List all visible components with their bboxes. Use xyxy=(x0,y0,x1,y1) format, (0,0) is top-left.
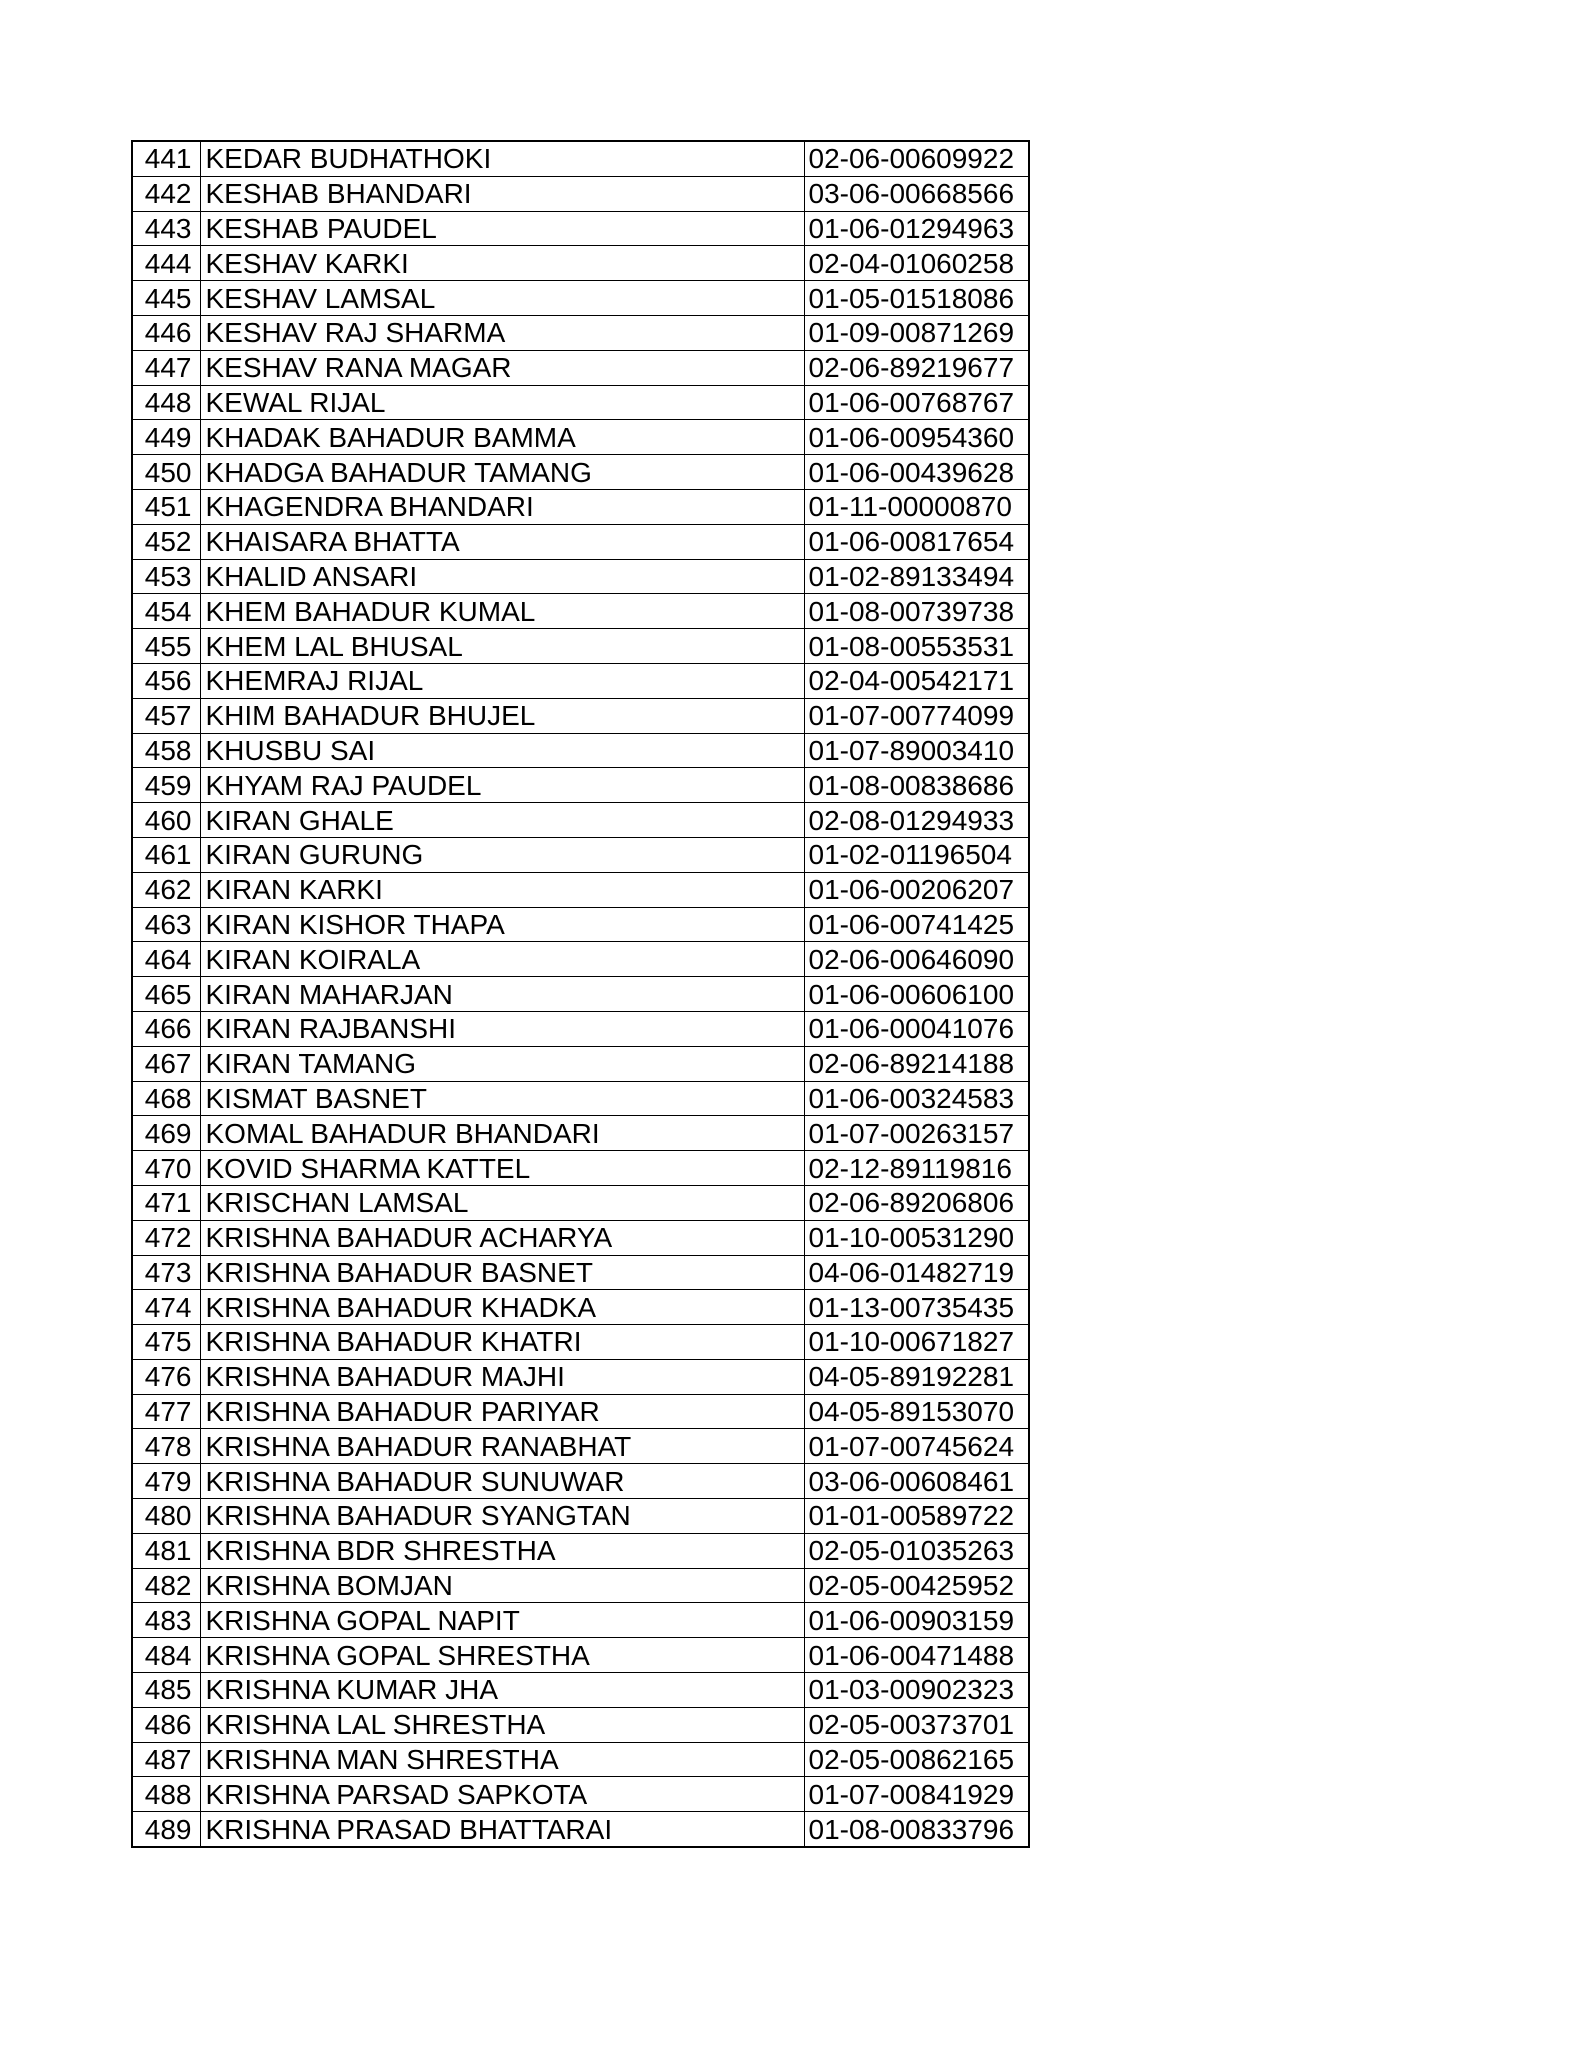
row-number-cell: 471 xyxy=(132,1185,200,1220)
table-row xyxy=(132,663,1029,698)
row-id-cell: 02-08-01294933 xyxy=(804,803,1029,838)
row-number-cell: 479 xyxy=(132,1464,200,1499)
table-row xyxy=(132,698,1029,733)
row-number-cell: 448 xyxy=(132,385,200,420)
table-row xyxy=(132,1673,1029,1708)
table-row xyxy=(132,1777,1029,1812)
table-row xyxy=(132,1812,1029,1847)
row-number-cell: 470 xyxy=(132,1151,200,1186)
row-name-cell: KRISHNA BAHADUR SYANGTAN xyxy=(200,1499,804,1534)
row-number-cell: 486 xyxy=(132,1707,200,1742)
row-name-cell: KESHAV KARKI xyxy=(200,246,804,281)
row-number-cell: 475 xyxy=(132,1325,200,1360)
row-number-cell: 450 xyxy=(132,455,200,490)
row-id-cell: 01-08-00838686 xyxy=(804,768,1029,803)
row-number-cell: 464 xyxy=(132,942,200,977)
row-name-cell: KEWAL RIJAL xyxy=(200,385,804,420)
table-row xyxy=(132,489,1029,524)
row-id-cell: 01-01-00589722 xyxy=(804,1499,1029,1534)
row-number-cell: 445 xyxy=(132,281,200,316)
row-name-cell: KOVID SHARMA KATTEL xyxy=(200,1151,804,1186)
table-row xyxy=(132,1116,1029,1151)
row-id-cell: 02-05-01035263 xyxy=(804,1533,1029,1568)
table-row xyxy=(132,1464,1029,1499)
table-row xyxy=(132,594,1029,629)
row-name-cell: KIRAN TAMANG xyxy=(200,1046,804,1081)
row-id-cell: 01-06-00324583 xyxy=(804,1081,1029,1116)
row-name-cell: KRISHNA BAHADUR ACHARYA xyxy=(200,1220,804,1255)
row-id-cell: 01-06-00954360 xyxy=(804,420,1029,455)
table-row xyxy=(132,1046,1029,1081)
row-name-cell: KESHAB PAUDEL xyxy=(200,211,804,246)
row-name-cell: KIRAN KOIRALA xyxy=(200,942,804,977)
row-name-cell: KOMAL BAHADUR BHANDARI xyxy=(200,1116,804,1151)
table-row xyxy=(132,1568,1029,1603)
row-name-cell: KHEMRAJ RIJAL xyxy=(200,663,804,698)
row-id-cell: 04-05-89192281 xyxy=(804,1359,1029,1394)
row-number-cell: 453 xyxy=(132,559,200,594)
row-number-cell: 472 xyxy=(132,1220,200,1255)
row-number-cell: 463 xyxy=(132,907,200,942)
row-id-cell: 03-06-00668566 xyxy=(804,176,1029,211)
row-name-cell: KRISHNA BOMJAN xyxy=(200,1568,804,1603)
row-id-cell: 01-09-00871269 xyxy=(804,315,1029,350)
row-number-cell: 482 xyxy=(132,1568,200,1603)
row-number-cell: 442 xyxy=(132,176,200,211)
row-name-cell: KHAGENDRA BHANDARI xyxy=(200,489,804,524)
table-row xyxy=(132,837,1029,872)
row-id-cell: 01-02-01196504 xyxy=(804,837,1029,872)
table-row xyxy=(132,1255,1029,1290)
row-id-cell: 01-07-00745624 xyxy=(804,1429,1029,1464)
row-id-cell: 02-04-01060258 xyxy=(804,246,1029,281)
row-number-cell: 477 xyxy=(132,1394,200,1429)
row-number-cell: 461 xyxy=(132,837,200,872)
table-row xyxy=(132,1290,1029,1325)
row-id-cell: 03-06-00608461 xyxy=(804,1464,1029,1499)
row-id-cell: 02-06-89206806 xyxy=(804,1185,1029,1220)
row-id-cell: 01-08-00553531 xyxy=(804,629,1029,664)
row-number-cell: 465 xyxy=(132,977,200,1012)
row-name-cell: KRISHNA PARSAD SAPKOTA xyxy=(200,1777,804,1812)
row-number-cell: 441 xyxy=(132,141,200,176)
row-name-cell: KRISHNA BAHADUR KHATRI xyxy=(200,1325,804,1360)
row-name-cell: KISMAT BASNET xyxy=(200,1081,804,1116)
table-row xyxy=(132,872,1029,907)
row-name-cell: KHUSBU SAI xyxy=(200,733,804,768)
row-name-cell: KIRAN KISHOR THAPA xyxy=(200,907,804,942)
table-row xyxy=(132,211,1029,246)
row-name-cell: KIRAN RAJBANSHI xyxy=(200,1011,804,1046)
table-row xyxy=(132,1151,1029,1186)
row-id-cell: 01-06-01294963 xyxy=(804,211,1029,246)
row-number-cell: 469 xyxy=(132,1116,200,1151)
row-id-cell: 01-13-00735435 xyxy=(804,1290,1029,1325)
row-id-cell: 01-06-00903159 xyxy=(804,1603,1029,1638)
table-row xyxy=(132,176,1029,211)
row-id-cell: 01-10-00531290 xyxy=(804,1220,1029,1255)
row-name-cell: KRISHNA BAHADUR BASNET xyxy=(200,1255,804,1290)
row-name-cell: KESHAV LAMSAL xyxy=(200,281,804,316)
table-row xyxy=(132,1220,1029,1255)
row-number-cell: 446 xyxy=(132,315,200,350)
row-id-cell: 01-06-00741425 xyxy=(804,907,1029,942)
row-name-cell: KHEM BAHADUR KUMAL xyxy=(200,594,804,629)
table-row xyxy=(132,1081,1029,1116)
row-id-cell: 01-10-00671827 xyxy=(804,1325,1029,1360)
table-row xyxy=(132,1359,1029,1394)
row-id-cell: 02-05-00425952 xyxy=(804,1568,1029,1603)
row-number-cell: 468 xyxy=(132,1081,200,1116)
table-row xyxy=(132,733,1029,768)
row-number-cell: 455 xyxy=(132,629,200,664)
table-row xyxy=(132,942,1029,977)
row-number-cell: 487 xyxy=(132,1742,200,1777)
row-id-cell: 02-06-00609922 xyxy=(804,141,1029,176)
row-name-cell: KIRAN MAHARJAN xyxy=(200,977,804,1012)
row-number-cell: 489 xyxy=(132,1812,200,1847)
row-name-cell: KRISCHAN LAMSAL xyxy=(200,1185,804,1220)
table-row xyxy=(132,1011,1029,1046)
row-number-cell: 473 xyxy=(132,1255,200,1290)
roster-table-body xyxy=(132,141,1029,1847)
row-id-cell: 01-08-00739738 xyxy=(804,594,1029,629)
table-row xyxy=(132,1638,1029,1673)
row-id-cell: 01-06-00768767 xyxy=(804,385,1029,420)
row-name-cell: KHEM LAL BHUSAL xyxy=(200,629,804,664)
row-id-cell: 01-07-00841929 xyxy=(804,1777,1029,1812)
row-name-cell: KRISHNA LAL SHRESTHA xyxy=(200,1707,804,1742)
row-id-cell: 02-12-89119816 xyxy=(804,1151,1029,1186)
row-name-cell: KHIM BAHADUR BHUJEL xyxy=(200,698,804,733)
table-row xyxy=(132,385,1029,420)
row-number-cell: 449 xyxy=(132,420,200,455)
table-row xyxy=(132,1394,1029,1429)
table-row xyxy=(132,1429,1029,1464)
row-number-cell: 443 xyxy=(132,211,200,246)
row-number-cell: 474 xyxy=(132,1290,200,1325)
row-name-cell: KRISHNA PRASAD BHATTARAI xyxy=(200,1812,804,1847)
row-id-cell: 02-05-00862165 xyxy=(804,1742,1029,1777)
row-id-cell: 02-04-00542171 xyxy=(804,663,1029,698)
row-name-cell: KESHAB BHANDARI xyxy=(200,176,804,211)
row-id-cell: 01-06-00439628 xyxy=(804,455,1029,490)
row-name-cell: KRISHNA BAHADUR MAJHI xyxy=(200,1359,804,1394)
row-number-cell: 451 xyxy=(132,489,200,524)
row-id-cell: 04-05-89153070 xyxy=(804,1394,1029,1429)
row-number-cell: 488 xyxy=(132,1777,200,1812)
row-name-cell: KHALID ANSARI xyxy=(200,559,804,594)
row-number-cell: 457 xyxy=(132,698,200,733)
row-name-cell: KIRAN GURUNG xyxy=(200,837,804,872)
row-name-cell: KHYAM RAJ PAUDEL xyxy=(200,768,804,803)
row-id-cell: 01-11-00000870 xyxy=(804,489,1029,524)
row-number-cell: 447 xyxy=(132,350,200,385)
roster-table xyxy=(131,140,1030,1848)
row-number-cell: 462 xyxy=(132,872,200,907)
row-number-cell: 467 xyxy=(132,1046,200,1081)
row-id-cell: 01-05-01518086 xyxy=(804,281,1029,316)
row-id-cell: 01-07-89003410 xyxy=(804,733,1029,768)
row-id-cell: 01-06-00606100 xyxy=(804,977,1029,1012)
row-id-cell: 04-06-01482719 xyxy=(804,1255,1029,1290)
row-name-cell: KRISHNA GOPAL NAPIT xyxy=(200,1603,804,1638)
row-name-cell: KRISHNA BAHADUR RANABHAT xyxy=(200,1429,804,1464)
row-id-cell: 01-06-00471488 xyxy=(804,1638,1029,1673)
row-id-cell: 01-06-00817654 xyxy=(804,524,1029,559)
row-number-cell: 444 xyxy=(132,246,200,281)
row-name-cell: KRISHNA BAHADUR SUNUWAR xyxy=(200,1464,804,1499)
table-row xyxy=(132,420,1029,455)
table-row xyxy=(132,455,1029,490)
table-row xyxy=(132,1325,1029,1360)
table-row xyxy=(132,141,1029,176)
row-name-cell: KEDAR BUDHATHOKI xyxy=(200,141,804,176)
row-id-cell: 01-06-00041076 xyxy=(804,1011,1029,1046)
row-name-cell: KRISHNA KUMAR JHA xyxy=(200,1673,804,1708)
row-number-cell: 476 xyxy=(132,1359,200,1394)
row-name-cell: KIRAN GHALE xyxy=(200,803,804,838)
row-number-cell: 458 xyxy=(132,733,200,768)
row-id-cell: 01-07-00263157 xyxy=(804,1116,1029,1151)
row-number-cell: 452 xyxy=(132,524,200,559)
row-id-cell: 01-06-00206207 xyxy=(804,872,1029,907)
table-row xyxy=(132,1603,1029,1638)
row-number-cell: 483 xyxy=(132,1603,200,1638)
table-row xyxy=(132,559,1029,594)
row-id-cell: 01-07-00774099 xyxy=(804,698,1029,733)
table-row xyxy=(132,246,1029,281)
table-row xyxy=(132,768,1029,803)
table-row xyxy=(132,629,1029,664)
table-row xyxy=(132,1707,1029,1742)
row-name-cell: KESHAV RANA MAGAR xyxy=(200,350,804,385)
row-name-cell: KRISHNA BAHADUR PARIYAR xyxy=(200,1394,804,1429)
row-id-cell: 01-03-00902323 xyxy=(804,1673,1029,1708)
table-row xyxy=(132,315,1029,350)
table-row xyxy=(132,907,1029,942)
row-number-cell: 480 xyxy=(132,1499,200,1534)
row-number-cell: 454 xyxy=(132,594,200,629)
table-row xyxy=(132,281,1029,316)
row-number-cell: 459 xyxy=(132,768,200,803)
row-number-cell: 484 xyxy=(132,1638,200,1673)
row-name-cell: KHAISARA BHATTA xyxy=(200,524,804,559)
table-row xyxy=(132,1533,1029,1568)
table-row xyxy=(132,803,1029,838)
row-number-cell: 481 xyxy=(132,1533,200,1568)
table-row xyxy=(132,977,1029,1012)
row-id-cell: 02-06-00646090 xyxy=(804,942,1029,977)
row-name-cell: KHADGA BAHADUR TAMANG xyxy=(200,455,804,490)
row-id-cell: 02-06-89214188 xyxy=(804,1046,1029,1081)
row-name-cell: KHADAK BAHADUR BAMMA xyxy=(200,420,804,455)
row-id-cell: 02-05-00373701 xyxy=(804,1707,1029,1742)
row-name-cell: KESHAV RAJ SHARMA xyxy=(200,315,804,350)
table-row xyxy=(132,350,1029,385)
row-number-cell: 478 xyxy=(132,1429,200,1464)
row-number-cell: 485 xyxy=(132,1673,200,1708)
row-id-cell: 01-08-00833796 xyxy=(804,1812,1029,1847)
table-row xyxy=(132,1185,1029,1220)
row-name-cell: KIRAN KARKI xyxy=(200,872,804,907)
row-name-cell: KRISHNA BAHADUR KHADKA xyxy=(200,1290,804,1325)
row-id-cell: 02-06-89219677 xyxy=(804,350,1029,385)
row-id-cell: 01-02-89133494 xyxy=(804,559,1029,594)
row-number-cell: 466 xyxy=(132,1011,200,1046)
table-row xyxy=(132,524,1029,559)
row-number-cell: 456 xyxy=(132,663,200,698)
row-name-cell: KRISHNA GOPAL SHRESTHA xyxy=(200,1638,804,1673)
row-number-cell: 460 xyxy=(132,803,200,838)
table-row xyxy=(132,1742,1029,1777)
row-name-cell: KRISHNA MAN SHRESTHA xyxy=(200,1742,804,1777)
table-row xyxy=(132,1499,1029,1534)
row-name-cell: KRISHNA BDR SHRESTHA xyxy=(200,1533,804,1568)
